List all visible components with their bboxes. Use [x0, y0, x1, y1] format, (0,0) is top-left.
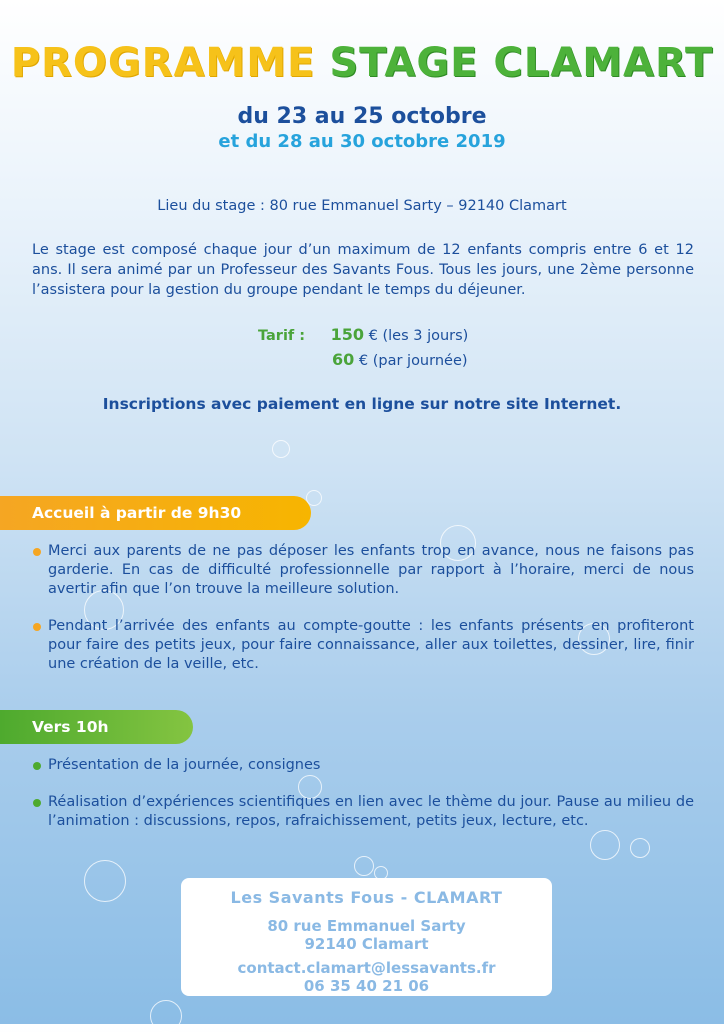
contact-email-link[interactable]: contact.clamart@lessavants.fr [237, 959, 496, 977]
list-item [32, 756, 694, 775]
bubble-decoration [84, 860, 126, 902]
bullet-dot-icon [33, 762, 41, 770]
contact-street: 80 rue Emmanuel Sarty [267, 917, 466, 935]
dates-line-1: du 23 au 25 octobre [237, 104, 487, 129]
tarif-label: Tarif : [258, 328, 306, 344]
bubble-decoration [354, 856, 374, 876]
pricing-block [258, 323, 468, 373]
bullet-dot-icon [33, 548, 41, 556]
title-programme: PROGRAMME [10, 40, 316, 86]
bubble-decoration [272, 440, 290, 458]
dates-line-2: et du 28 au 30 octobre 2019 [218, 131, 506, 152]
section-banner-10h: Vers 10h [0, 710, 193, 744]
price-3-days-note: (les 3 jours) [382, 328, 469, 344]
list-item [32, 542, 694, 599]
title-stage-clamart: STAGE CLAMART [329, 40, 714, 86]
list-item [32, 617, 694, 674]
contact-name: Les Savants Fous - CLAMART [230, 888, 503, 907]
list-item-text: Pendant l’arrivée des enfants au compte-goutte : les enfants présents en profiteront pour faire des petits jeux, pour faire connaissance, aller aux toilettes, dessiner, lire, finir une création de la veille, etc. [48, 618, 694, 672]
list-item-text: Présentation de la journée, consignes [48, 757, 321, 773]
price-per-day-note: (par journée) [372, 353, 468, 369]
price-per-day: 60 [332, 350, 355, 369]
contact-phone: 06 35 40 21 06 [303, 977, 430, 995]
section-banner-accueil: Accueil à partir de 9h30 [0, 496, 311, 530]
bubble-decoration [150, 1000, 182, 1032]
venue-address: Lieu du stage : 80 rue Emmanuel Sarty – 92140 Clamart [157, 198, 567, 214]
page-title [0, 40, 724, 86]
price-row-per-day [258, 348, 468, 373]
accueil-list [32, 542, 694, 692]
activities-list [32, 756, 694, 849]
price-3-days: 150 [330, 325, 365, 344]
contact-card [181, 878, 552, 996]
list-item-text: Merci aux parents de ne pas déposer les enfants trop en avance, nous ne faisons pas garderie. En cas de difficulté professionnelle par rapport à l’horaire, merci de nous avertir afin que l’on trouve la meilleure solution. [48, 543, 694, 597]
contact-city: 92140 Clamart [304, 935, 429, 953]
registration-notice: Inscriptions avec paiement en ligne sur notre site Internet. [102, 395, 622, 413]
currency-symbol: € [358, 353, 369, 369]
price-row-3-days [258, 323, 468, 348]
bullet-dot-icon [33, 799, 41, 807]
bullet-dot-icon [33, 623, 41, 631]
list-item [32, 793, 694, 831]
stage-description: Le stage est composé chaque jour d’un maximum de 12 enfants compris entre 6 et 12 ans. Il sera animé par un Professeur des Savants Fous. Tous les jours, une 2ème personne l’assistera pour la gestion du groupe pendant le temps du déjeuner. [32, 242, 694, 298]
list-item-text: Réalisation d’expériences scientifiques en lien avec le thème du jour. Pause au milieu de l’animation : discussions, repos, rafraichissement, petits jeux, lecture, etc. [48, 794, 694, 829]
currency-symbol: € [368, 328, 378, 344]
